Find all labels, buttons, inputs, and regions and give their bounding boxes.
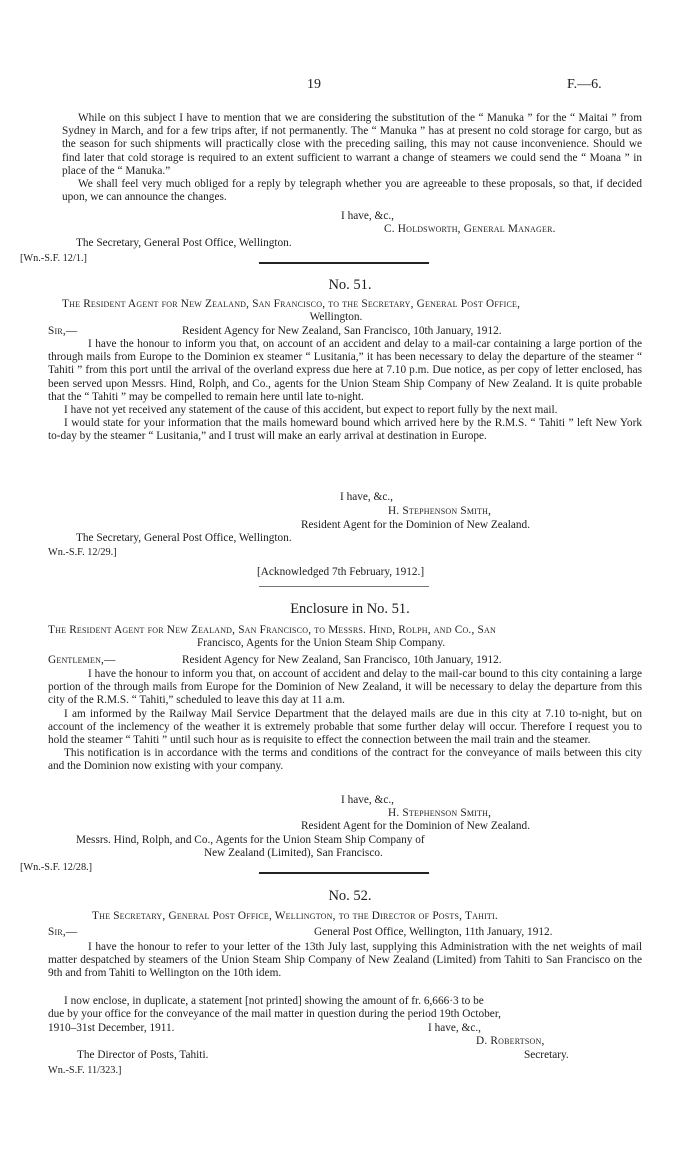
document-reference: F.—6. <box>567 77 602 92</box>
intro-letter <box>62 112 642 204</box>
signature: C. Holdsworth, General Manager. <box>384 223 556 235</box>
salutation: Sir,— <box>48 325 78 337</box>
letter-paragraph-line: due by your office for the conveyance of the mail matter in question during the period 19th October, <box>48 1008 501 1020</box>
letter-paragraph: I would state for your information that the mails homeward bound which arrived here by the R.M.S. “ Tahiti ” left New York to-day by the steamer “ Lusitania,” and I trust will make an early arrival at destination in Europe. <box>48 417 642 443</box>
closing: I have, &c., <box>341 794 395 806</box>
section-divider <box>259 586 429 587</box>
signer-title: Resident Agent for the Dominion of New Zealand. <box>301 820 531 832</box>
section-title: Francisco, Agents for the Union Steam Ship Company. <box>197 637 446 649</box>
signer-title: Resident Agent for the Dominion of New Zealand. <box>301 519 531 531</box>
section-divider <box>259 872 429 874</box>
addressee: New Zealand (Limited), San Francisco. <box>204 847 383 859</box>
letter-body <box>48 338 642 444</box>
addressee: Messrs. Hind, Rolph, and Co., Agents for the Union Steam Ship Company of <box>76 834 425 846</box>
acknowledgement: [Acknowledged 7th February, 1912.] <box>257 566 425 578</box>
letter-paragraph: I am informed by the Railway Mail Service Department that the delayed mails are due in this city at 7.10 to-night, but on account of the inclemency of the weather it is extremely probable that some further delay will occur. Therefore I request you to hold the steamer “ Tahiti ” until such hour as is requisite to effect the connection between the mail train and the steamer. <box>48 707 642 747</box>
section-title: The Resident Agent for New Zealand, San Francisco, to Messrs. Hind, Rolph, and Co., San <box>48 624 496 636</box>
intro-paragraph: While on this subject I have to mention that we are considering the substitution of the “ Manuka ” for the “ Maitai ” from Sydney in March, and for a few trips after, if not permanently. The “ Manuka ” has at present no cold storage for cargo, but as the season for such shipments will practically close with the preceding sailing, this may not cause inconvenience. Should we find later that cold storage is required to an extent sufficient to warrant a change of steamers we could send the “ Moana ” in place of the “ Manuka.” <box>62 112 642 177</box>
letter-paragraph: I have not yet received any statement of the cause of this accident, but expect to report fully by the next mail. <box>64 404 558 417</box>
salutation: Sir,— <box>48 926 78 938</box>
file-reference: Wn.-S.F. 11/323.] <box>48 1065 122 1076</box>
letter-paragraph: This notification is in accordance with the terms and conditions of the contract for the conveyance of mails between this city and the Dominion now existing with your company. <box>48 747 642 773</box>
addressee: The Secretary, General Post Office, Wellington. <box>76 532 292 544</box>
intro-paragraph: We shall feel very much obliged for a reply by telegraph whether you are agreeable to these proposals, so that, if decided upon, we can announce the changes. <box>62 178 642 204</box>
section-divider <box>259 262 429 264</box>
signer-title: Secretary. <box>524 1049 569 1061</box>
addressee: The Director of Posts, Tahiti. <box>77 1049 209 1061</box>
dateline: General Post Office, Wellington, 11th January, 1912. <box>314 926 553 938</box>
file-reference: Wn.-S.F. 12/29.] <box>48 547 117 558</box>
letter-paragraph-line: 1910–31st December, 1911. <box>48 1022 175 1034</box>
signer: H. Stephenson Smith, <box>388 807 492 819</box>
file-reference: [Wn.-S.F. 12/28.] <box>20 862 93 873</box>
section-heading: No. 51. <box>328 277 372 293</box>
letter-body <box>48 668 642 774</box>
letter-paragraph-line: I now enclose, in duplicate, a statement [not printed] showing the amount of fr. 6,666·3 to be <box>64 995 484 1007</box>
dateline: Resident Agency for New Zealand, San Francisco, 10th January, 1912. <box>182 325 502 337</box>
salutation: Gentlemen,— <box>48 654 116 666</box>
closing: I have, &c., <box>428 1022 482 1034</box>
signer: D. Robertson, <box>476 1035 545 1047</box>
signer: H. Stephenson Smith, <box>388 505 492 517</box>
letter-paragraph: I have the honour to inform you that, on account of an accident and delay to a mail-car containing a large portion of the through mails from Europe to the Dominion ex steamer “ Lusitania,” it has been necessary to delay the departure of the steamer “ Tahiti ” from this port until the arrival of the overland express due here at 7.10 p.m. Due notice, as per copy of letter enclosed, has been served upon Messrs. Hind, Rolph, and Co., agents for the Union Steam Ship Company of New Zealand. It is quite probable that the “ Tahiti ” may be compelled to remain here until late to-night. <box>48 338 642 403</box>
letter-paragraph: I have the honour to refer to your letter of the 13th July last, supplying this Administration with the net weights of mail matter despatched by steamers of the Union Steam Ship Company of New Zealand (Limited) from Tahiti to San Francisco on the 9th and from Tahiti to Wellington on the 10th idem. <box>48 941 642 980</box>
page-number: 19 <box>307 77 321 92</box>
closing: I have, &c., <box>341 210 395 222</box>
section-title: Wellington. <box>309 311 363 323</box>
closing: I have, &c., <box>340 491 394 503</box>
letter-paragraph: I have the honour to inform you that, on account of accident and delay to the mail-car bound to this city containing a large portion of the through mails from Europe for the Dominion of New Zealand, it will be necessary to delay the departure from this city of the R.M.S. “ Tahiti,” scheduled to leave this day at 11 a.m. <box>48 668 642 707</box>
section-title: The Resident Agent for New Zealand, San Francisco, to the Secretary, General Post Office, <box>62 298 521 310</box>
addressee: The Secretary, General Post Office, Wellington. <box>76 237 292 249</box>
section-heading: No. 52. <box>328 888 372 904</box>
letter-body <box>48 941 642 981</box>
dateline: Resident Agency for New Zealand, San Francisco, 10th January, 1912. <box>182 654 502 666</box>
section-heading: Enclosure in No. 51. <box>290 601 410 617</box>
file-reference: [Wn.-S.F. 12/1.] <box>20 253 87 264</box>
section-title: The Secretary, General Post Office, Wellington, to the Director of Posts, Tahiti. <box>92 910 498 922</box>
